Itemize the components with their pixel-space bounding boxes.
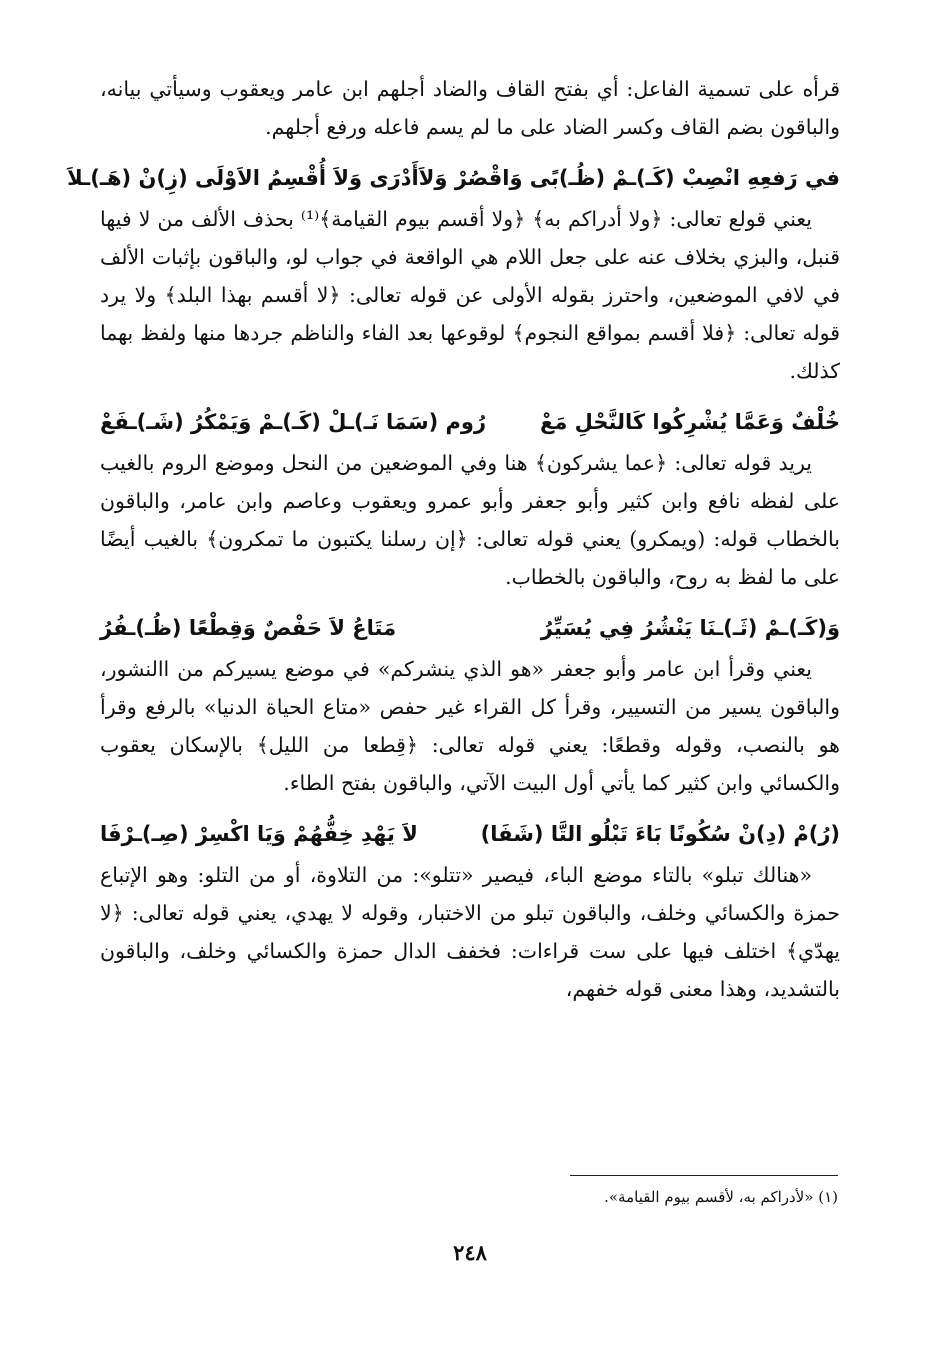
verse-3-first-hemistich: وَ(كَـ)ـمْ (ثَـ)ـنَا يَنْشُرُ فِي يُسَيِّرُ [540,616,840,640]
verse-1-first-hemistich: في رَفعِهِ انْصِبْ (كَـ)ـمْ (ظُـ)بًى وَاقْصُرْ وَلاَ [418,166,840,190]
verse-3 [100,608,840,648]
verse-2-second-hemistich: رُوم (سَمَا نَـ)ـلْ (كَـ)ـمْ وَيَمْكُرُ (شَـ)ـفَعْ [100,410,487,434]
verse-1 [67,158,840,198]
verse-2 [100,402,840,442]
footnote: (١) «لأدراكم به، لأقسم بيوم القيامة». [604,1188,838,1206]
page-number: ٢٤٨ [453,1240,487,1265]
verse-4-first-hemistich: (رُ)مْ (دِ)نْ سُكُونًا بَاءَ تَبْلُو التَّا (شَفَا) [480,822,840,846]
paragraph-2: يعني قولع تعالى: ﴿ولا أدراكم به﴾ ﴿ولا أقسم بيوم القيامة﴾⁽¹⁾ بحذف الألف من لا فيها قنبل، والبزي بخلاف عنه على جعل اللام هي الواقعة في جواب لو، والباقون بإثبات الألف في لافي الموضعين، واحترز بقوله الأولى عن قوله تعالى: ﴿لا أقسم بهذا البلد﴾ ولا يرد قوله تعالى: ﴿فلا أقسم بمواقع النجوم﴾ لوقوعها بعد الفاء والناظم جردها منها ولفظ بهما كذلك. [100,207,840,383]
verse-3-second-hemistich: مَتَاعُ لاَ حَفْصٌ وَقِطْعًا (ظُـ)ـفُرُ [100,616,397,640]
page-body [67,70,840,1008]
paragraph-4: يعني وقرأ ابن عامر وأبو جعفر «هو الذي ينشركم» في موضع يسيركم من االنشور، والباقون يسير من التسيير، وقرأ كل القراء غير حفص «متاع الحياة الدنيا» بالرفع وقرأ هو بالنصب، وقوله وقطعًا: يعني قوله تعالى: ﴿قِطعا من الليل﴾ بالإسكان يعقوب والكسائي وابن كثير كما يأتي أول البيت الآتي، والباقون بفتح الطاء. [100,657,840,795]
paragraph-3: يريد قوله تعالى: ﴿عما يشركون﴾ هنا وفي الموضعين من النحل وموضع الروم بالغيب على لفظه نافع وابن كثير وأبو جعفر وأبو عمرو ويعقوب وعاصم وابن عامر، والباقون بالخطاب قوله: (ويمكرو) يعني قوله تعالى: ﴿إن رسلنا يكتبون ما تمكرون﴾ بالغيب أيضًا على ما لفظ به روح، والباقون بالخطاب. [100,451,840,589]
verse-4 [100,814,840,854]
paragraph-5: «هنالك تبلو» بالتاء موضع الباء، فيصير «تتلو»: من التلاوة، أو من التلو: وهو الإتباع حمزة والكسائي وخلف، والباقون تبلو من الاختبار، وقوله لا يهدي، يعني قوله تعالى: ﴿لا يهدّي﴾ اختلف فيها على ست قراءات: فخفف الدال حمزة والكسائي وخلف، والباقون بالتشديد، وهذا معنى قوله خفهم، [100,863,840,1001]
verse-2-first-hemistich: خُلْفٌ وَعَمَّا يُشْرِكُوا كَالنَّحْلِ مَعْ [540,410,840,434]
verse-1-second-hemistich: أَدْرَى وَلاَ أُقْسِمُ الاَوْلَى (زِ)نْ (هَـ)ـلاَ [67,166,419,190]
footnote-divider [570,1175,838,1176]
paragraph-1: قرأه على تسمية الفاعل: أي بفتح القاف والضاد أجلهم ابن عامر ويعقوب وسيأتي بيانه، والباقون بضم القاف وكسر الضاد على ما لم يسم فاعله ورفع أجلهم. [100,77,840,139]
verse-4-second-hemistich: لاَ يَهْدِ خِفُّهُمْ وَيَا اكْسِرْ (صِـ)ـرْفَا [100,822,418,846]
